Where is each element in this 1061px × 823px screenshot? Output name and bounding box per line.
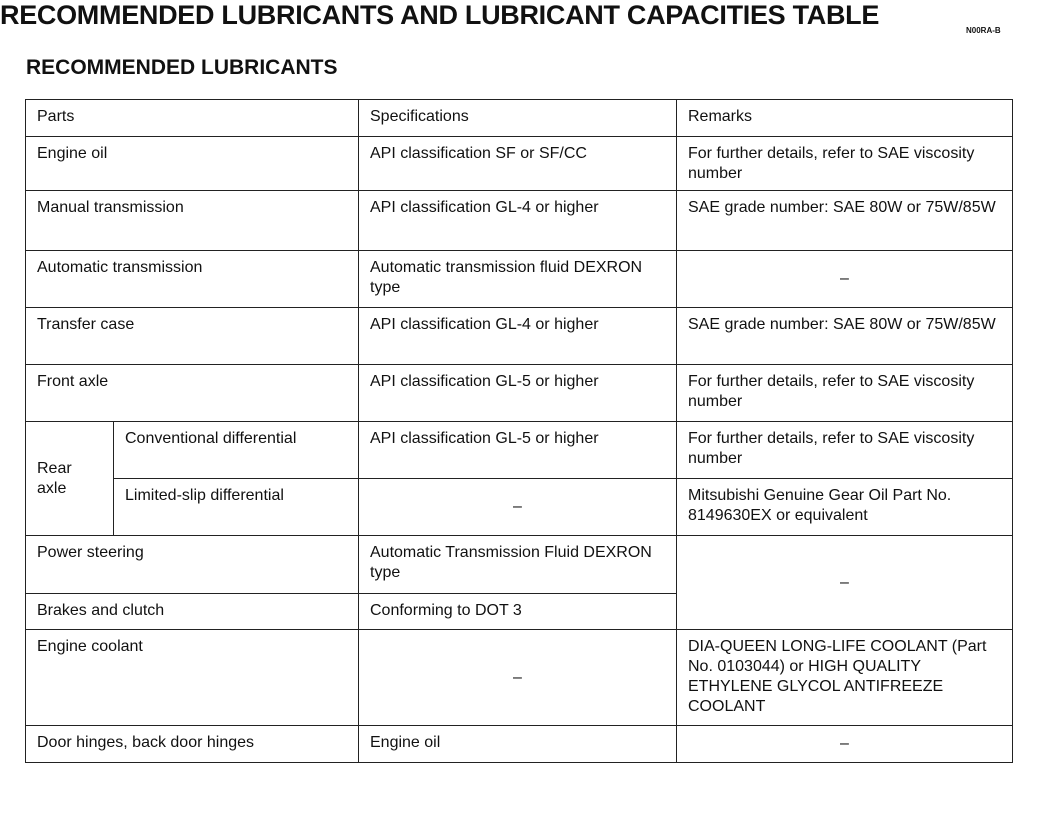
part-cell: Engine coolant bbox=[26, 630, 359, 726]
spec-cell: Conforming to DOT 3 bbox=[359, 594, 677, 630]
spec-cell: API classification GL-4 or higher bbox=[359, 191, 677, 251]
spec-cell: Automatic transmission fluid DEXRON type bbox=[359, 251, 677, 308]
table-row bbox=[26, 251, 1013, 308]
spec-cell: Automatic Transmission Fluid DEXRON type bbox=[359, 536, 677, 594]
rear-axle-label: Rear axle bbox=[26, 422, 114, 536]
remark-cell: For further details, refer to SAE viscosity number bbox=[677, 137, 1013, 191]
table-row bbox=[26, 137, 1013, 191]
part-cell: Engine oil bbox=[26, 137, 359, 191]
table-row bbox=[26, 191, 1013, 251]
part-cell: Power steering bbox=[26, 536, 359, 594]
remark-cell: Mitsubishi Genuine Gear Oil Part No. 8149630EX or equivalent bbox=[677, 479, 1013, 536]
remark-cell: For further details, refer to SAE viscosity number bbox=[677, 422, 1013, 479]
table-row bbox=[26, 726, 1013, 763]
part-cell: Limited-slip differential bbox=[114, 479, 359, 536]
remark-cell: DIA-QUEEN LONG-LIFE COOLANT (Part No. 0103044) or HIGH QUALITY ETHYLENE GLYCOL ANTIFREEZE COOLANT bbox=[677, 630, 1013, 726]
spec-cell: API classification GL-5 or higher bbox=[359, 365, 677, 422]
table-row bbox=[26, 308, 1013, 365]
remark-cell: – bbox=[677, 536, 1013, 630]
part-cell: Automatic transmission bbox=[26, 251, 359, 308]
part-cell: Door hinges, back door hinges bbox=[26, 726, 359, 763]
section-title: RECOMMENDED LUBRICANTS bbox=[26, 56, 338, 79]
header-specifications: Specifications bbox=[359, 100, 677, 137]
remark-cell: – bbox=[677, 726, 1013, 763]
spec-cell: API classification GL-5 or higher bbox=[359, 422, 677, 479]
remark-cell: SAE grade number: SAE 80W or 75W/85W bbox=[677, 308, 1013, 365]
table-row bbox=[26, 630, 1013, 726]
table-header-row bbox=[26, 100, 1013, 137]
part-cell: Transfer case bbox=[26, 308, 359, 365]
part-cell: Front axle bbox=[26, 365, 359, 422]
part-cell: Manual transmission bbox=[26, 191, 359, 251]
spec-cell: – bbox=[359, 479, 677, 536]
spec-cell: Engine oil bbox=[359, 726, 677, 763]
part-cell: Brakes and clutch bbox=[26, 594, 359, 630]
table-row bbox=[26, 365, 1013, 422]
part-cell: Conventional differential bbox=[114, 422, 359, 479]
table-row bbox=[26, 479, 1013, 536]
remark-cell: SAE grade number: SAE 80W or 75W/85W bbox=[677, 191, 1013, 251]
table-row bbox=[26, 536, 1013, 594]
spec-cell: API classification SF or SF/CC bbox=[359, 137, 677, 191]
remark-cell: For further details, refer to SAE viscosity number bbox=[677, 365, 1013, 422]
header-parts: Parts bbox=[26, 100, 359, 137]
table-row bbox=[26, 422, 1013, 479]
remark-cell: – bbox=[677, 251, 1013, 308]
document-code: N00RA-B bbox=[966, 26, 1001, 35]
header-remarks: Remarks bbox=[677, 100, 1013, 137]
spec-cell: API classification GL-4 or higher bbox=[359, 308, 677, 365]
spec-cell: – bbox=[359, 630, 677, 726]
page-title: RECOMMENDED LUBRICANTS AND LUBRICANT CAPACITIES TABLE bbox=[0, 0, 880, 30]
lubricants-table bbox=[25, 99, 1013, 763]
